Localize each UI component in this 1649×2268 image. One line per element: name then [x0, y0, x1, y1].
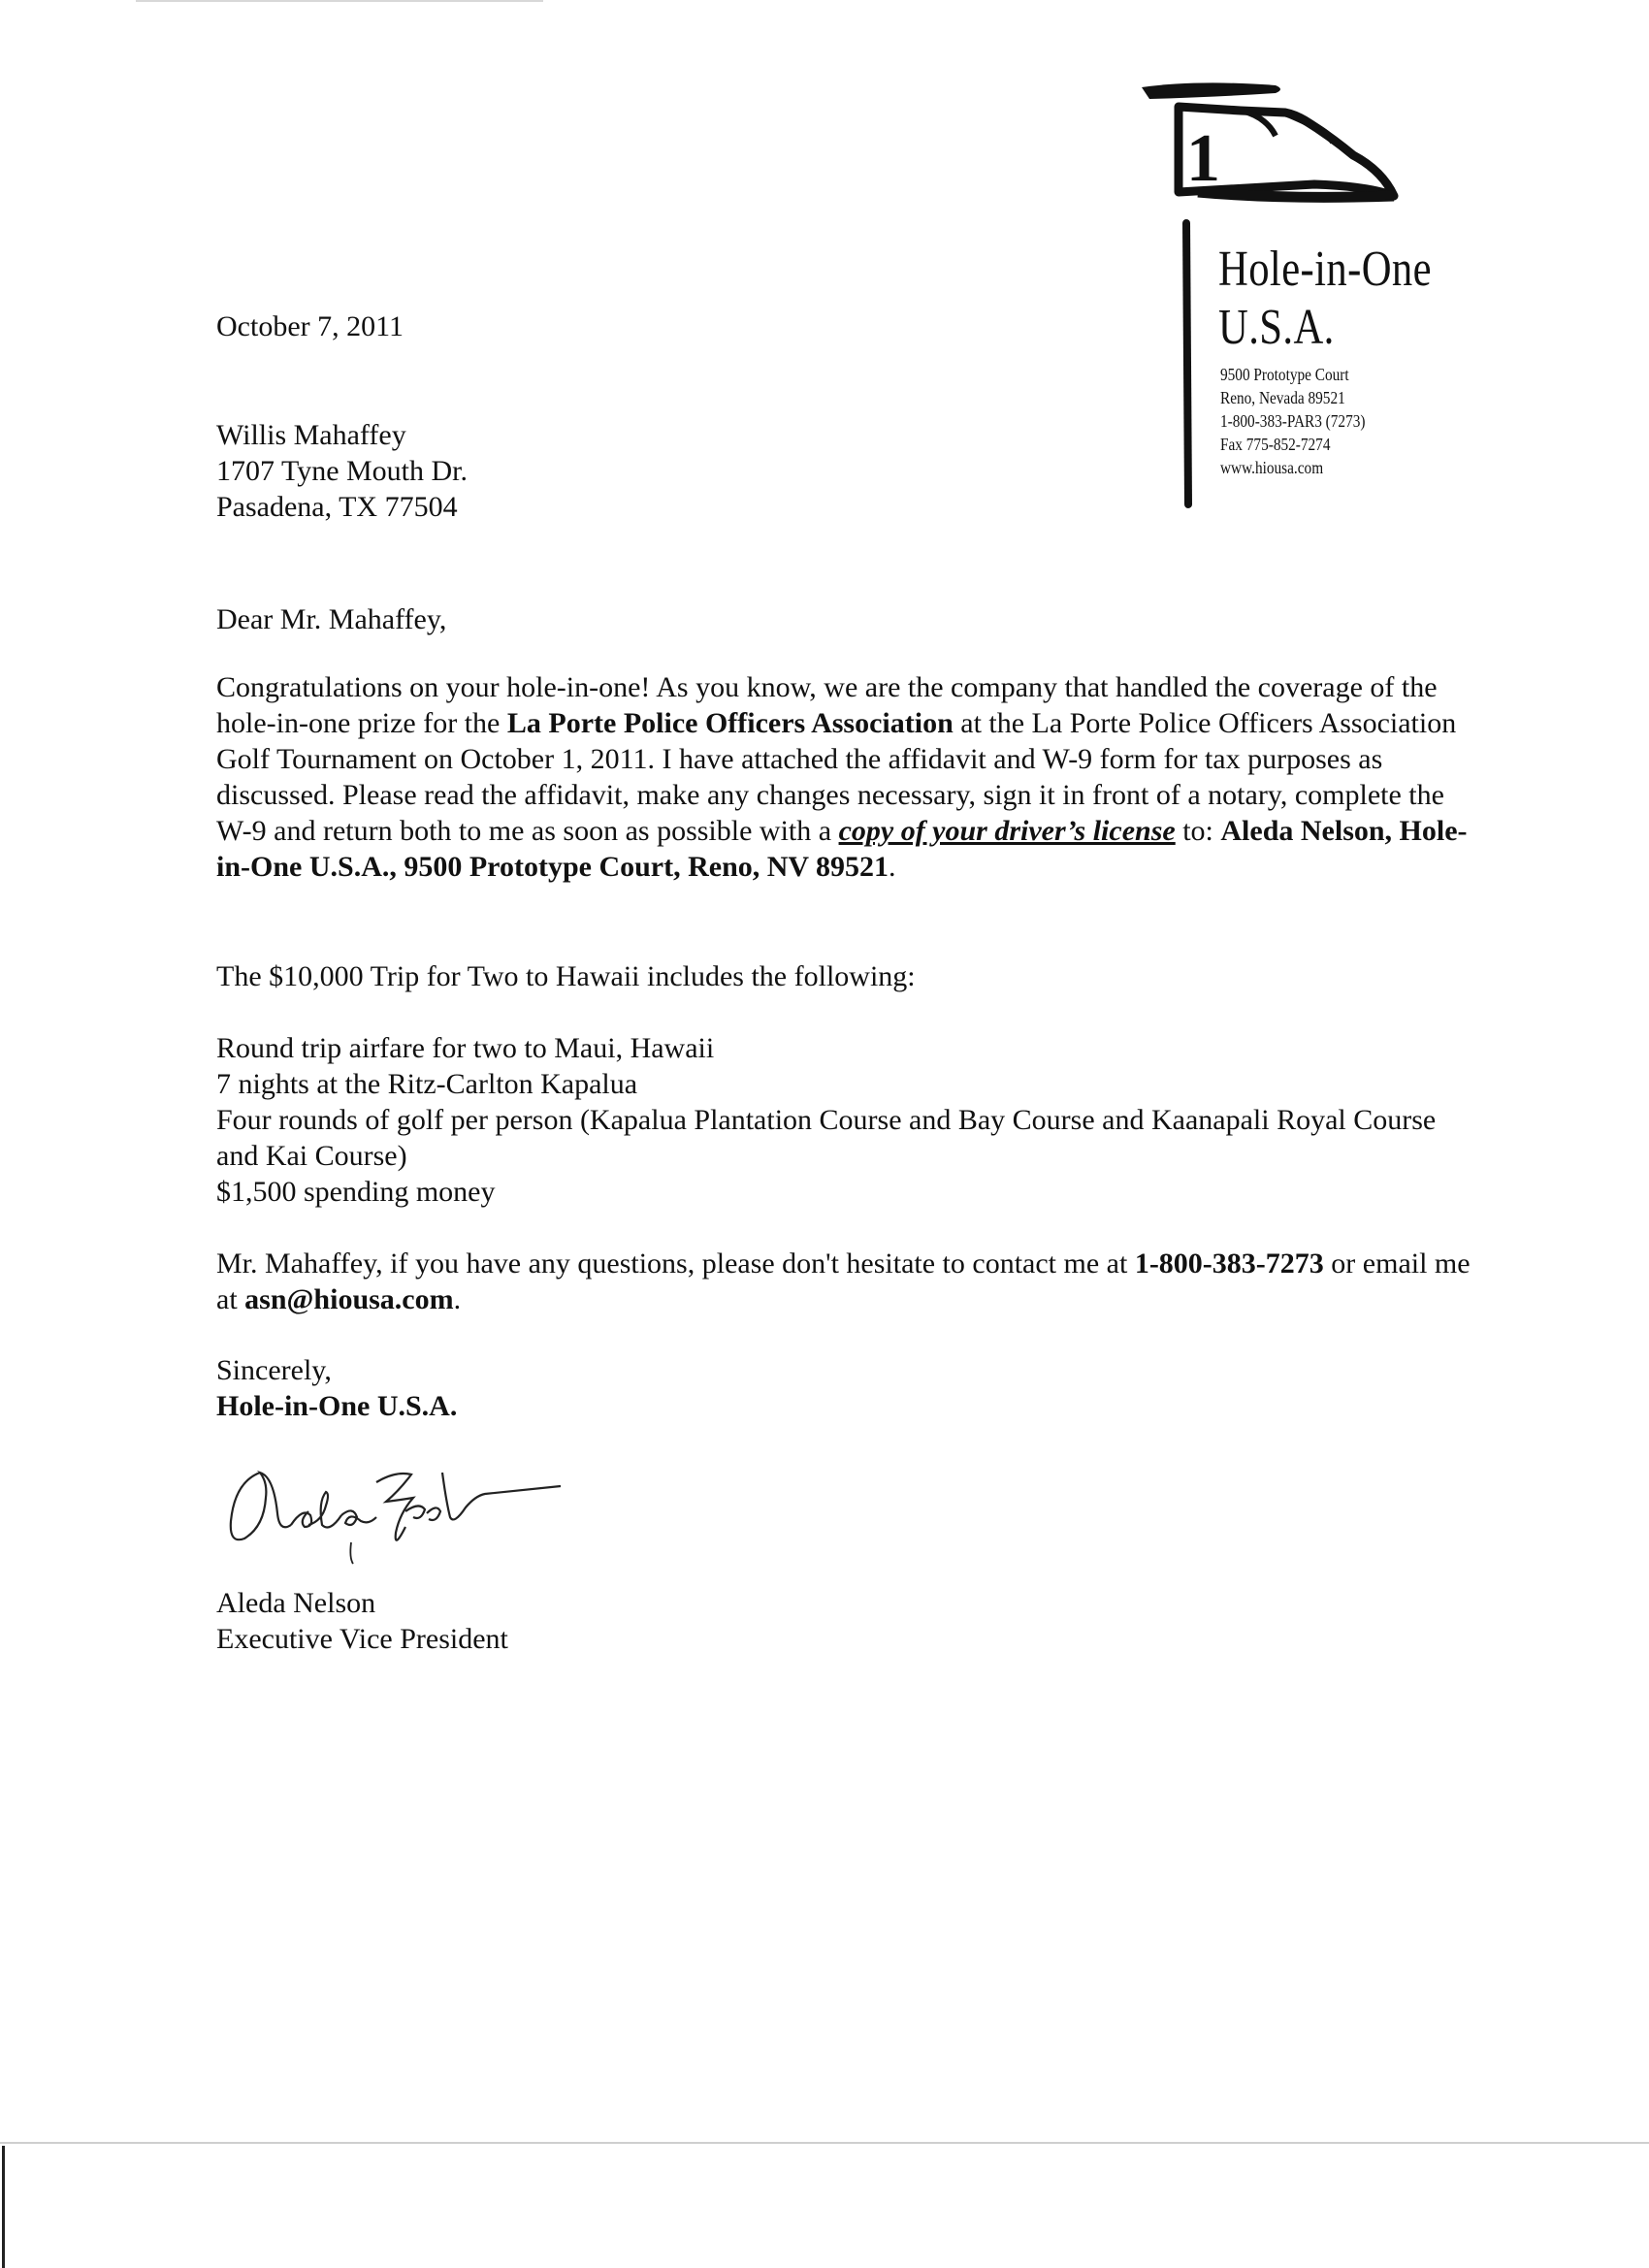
prize-item: $1,500 spending money: [216, 1176, 496, 1208]
recipient-city: Pasadena, TX 77504: [216, 491, 458, 523]
closing-company: Hole-in-One U.S.A.: [216, 1390, 458, 1422]
company-address: [1220, 363, 1365, 479]
company-name-line2: U.S.A.: [1218, 300, 1335, 355]
letter-date: October 7, 2011: [216, 310, 404, 342]
closing-block: [216, 1352, 457, 1424]
address-website: www.hiousa.com: [1220, 458, 1324, 477]
p1-text-a: Congratulations on your hole-in-one! As you know, we are the company that handled the coverage of the hole-in-one prize for the: [216, 671, 1438, 739]
p1-text-e: to:: [1175, 815, 1221, 847]
closing-sincerely: Sincerely,: [216, 1354, 332, 1386]
address-fax: Fax 775-852-7274: [1220, 435, 1331, 454]
contact-email: asn@hiousa.com: [244, 1283, 454, 1315]
contact-paragraph: [216, 1246, 1477, 1317]
scan-edge-bottom: [0, 2142, 1649, 2144]
signer-name: Aleda Nelson: [216, 1587, 376, 1619]
p1-text-c: at the La Porte Police Officers Association Golf Tournament on October 1, 2011. I have attached the affidavit and W-9 form for tax purposes as discussed. Please read the affidavit, make any changes necessary, sign it in front of a notary, complete the W-9 and return both to me as soon as possible with a: [216, 707, 1457, 847]
prize-item: Four rounds of golf per person (Kapalua Plantation Course and Bay Course and Kaanapali Royal Course and Kai Course): [216, 1104, 1437, 1172]
association-name: La Porte Police Officers Association: [506, 707, 954, 739]
scan-edge-left: [2, 2146, 5, 2268]
prize-item: 7 nights at the Ritz-Carlton Kapalua: [216, 1068, 638, 1100]
contact-text-c: .: [453, 1283, 462, 1315]
contact-text-a: Mr. Mahaffey, if you have any questions, please don't hesitate to contact me at: [216, 1247, 1135, 1280]
scan-edge-top: [136, 0, 543, 2]
address-phone: 1-800-383-PAR3 (7273): [1220, 411, 1366, 431]
company-name-line1: Hole-in-One: [1218, 242, 1433, 297]
signer-block: [216, 1585, 508, 1657]
contact-phone: 1-800-383-7273: [1134, 1247, 1324, 1280]
contact-text-b: or email me at: [216, 1247, 1471, 1315]
return-address: Aleda Nelson, Hole-in-One U.S.A., 9500 Prototype Court, Reno, NV 89521: [216, 815, 1468, 883]
signer-title: Executive Vice President: [216, 1623, 508, 1655]
logo-number: 1: [1186, 121, 1220, 196]
prize-item: Round trip airfare for two to Maui, Hawaii: [216, 1032, 715, 1064]
body-paragraph-1: [216, 669, 1477, 885]
recipient-block: [216, 417, 468, 525]
handwritten-signature: [221, 1443, 570, 1574]
signature-icon: [221, 1443, 570, 1570]
address-city: Reno, Nevada 89521: [1220, 388, 1345, 407]
address-street: 9500 Prototype Court: [1220, 365, 1349, 384]
salutation: Dear Mr. Mahaffey,: [216, 603, 447, 635]
recipient-street: 1707 Tyne Mouth Dr.: [216, 455, 469, 487]
recipient-name: Willis Mahaffey: [216, 419, 406, 451]
p1-text-g: .: [889, 851, 896, 883]
drivers-license-emphasis: copy of your driver’s license: [838, 815, 1176, 847]
company-name: [1218, 241, 1432, 357]
prize-list: [216, 1030, 1477, 1210]
prize-intro: The $10,000 Trip for Two to Hawaii includes the following:: [216, 960, 916, 992]
